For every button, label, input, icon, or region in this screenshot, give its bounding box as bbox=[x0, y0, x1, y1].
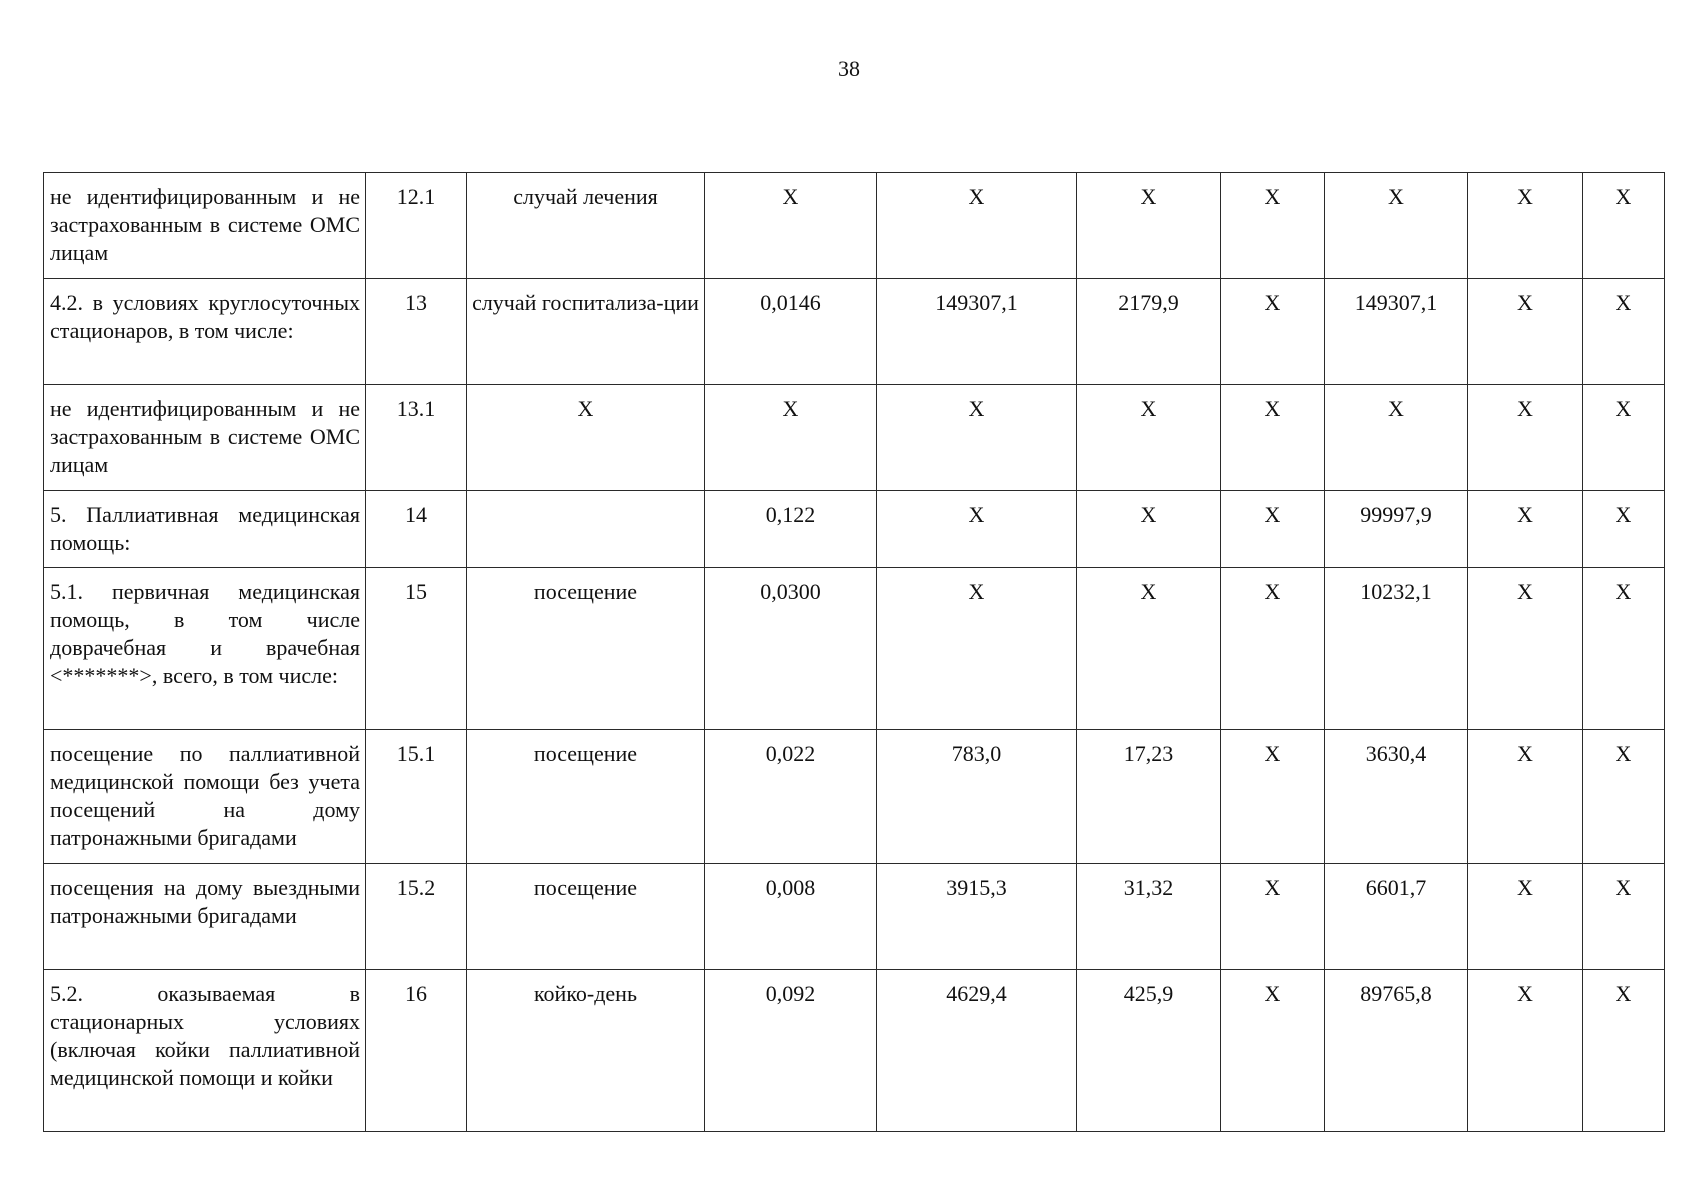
value-cell: 0,022 bbox=[705, 730, 877, 864]
value-cell: 6601,7 bbox=[1325, 864, 1468, 970]
row-name-cell: посещения на дому выездными патронажными бригадами bbox=[44, 864, 366, 970]
row-number-cell: 13 bbox=[366, 279, 467, 385]
value-cell: X bbox=[1583, 279, 1665, 385]
table-row bbox=[44, 491, 1665, 568]
value-cell: X bbox=[1583, 730, 1665, 864]
value-cell: X bbox=[1221, 385, 1325, 491]
value-cell: X bbox=[1077, 385, 1221, 491]
value-cell: 425,9 bbox=[1077, 970, 1221, 1132]
value-cell: X bbox=[1221, 491, 1325, 568]
unit-cell: койко-день bbox=[467, 970, 705, 1132]
row-number-cell: 15 bbox=[366, 568, 467, 730]
row-name-cell: 4.2. в условиях круглосуточных стационаров, в том числе: bbox=[44, 279, 366, 385]
value-cell: 89765,8 bbox=[1325, 970, 1468, 1132]
value-cell: 10232,1 bbox=[1325, 568, 1468, 730]
value-cell: 149307,1 bbox=[877, 279, 1077, 385]
row-name-cell: не идентифицированным и не застрахованным в системе ОМС лицам bbox=[44, 173, 366, 279]
value-cell: X bbox=[1468, 279, 1583, 385]
value-cell: 31,32 bbox=[1077, 864, 1221, 970]
value-cell: X bbox=[1221, 970, 1325, 1132]
value-cell: 3915,3 bbox=[877, 864, 1077, 970]
value-cell: X bbox=[1468, 491, 1583, 568]
value-cell: X bbox=[705, 385, 877, 491]
row-name-cell: 5.2. оказываемая в стационарных условиях (включая койки паллиативной медицинской помощи и койки bbox=[44, 970, 366, 1132]
unit-cell: случай госпитализа-ции bbox=[467, 279, 705, 385]
value-cell: X bbox=[877, 491, 1077, 568]
table-row bbox=[44, 568, 1665, 730]
value-cell: 17,23 bbox=[1077, 730, 1221, 864]
value-cell: X bbox=[1468, 385, 1583, 491]
unit-cell: посещение bbox=[467, 568, 705, 730]
value-cell: X bbox=[1468, 730, 1583, 864]
value-cell: X bbox=[1221, 864, 1325, 970]
row-number-cell: 15.1 bbox=[366, 730, 467, 864]
unit-cell: случай лечения bbox=[467, 173, 705, 279]
value-cell: 0,122 bbox=[705, 491, 877, 568]
value-cell: X bbox=[877, 385, 1077, 491]
value-cell: X bbox=[1221, 173, 1325, 279]
value-cell: X bbox=[1325, 385, 1468, 491]
value-cell: 3630,4 bbox=[1325, 730, 1468, 864]
value-cell: 149307,1 bbox=[1325, 279, 1468, 385]
unit-cell: посещение bbox=[467, 730, 705, 864]
value-cell: X bbox=[1583, 173, 1665, 279]
table-row bbox=[44, 385, 1665, 491]
value-cell: X bbox=[705, 173, 877, 279]
row-number-cell: 14 bbox=[366, 491, 467, 568]
value-cell: X bbox=[1468, 970, 1583, 1132]
value-cell: X bbox=[1221, 279, 1325, 385]
value-cell: 0,008 bbox=[705, 864, 877, 970]
unit-cell bbox=[467, 491, 705, 568]
value-cell: X bbox=[877, 173, 1077, 279]
value-cell: X bbox=[1468, 864, 1583, 970]
value-cell: X bbox=[1325, 173, 1468, 279]
value-cell: X bbox=[1583, 491, 1665, 568]
value-cell: X bbox=[877, 568, 1077, 730]
value-cell: 0,092 bbox=[705, 970, 877, 1132]
value-cell: X bbox=[1221, 730, 1325, 864]
table-row bbox=[44, 730, 1665, 864]
value-cell: 4629,4 bbox=[877, 970, 1077, 1132]
value-cell: X bbox=[1077, 491, 1221, 568]
row-name-cell: 5.1. первичная медицинская помощь, в том числе доврачебная и врачебная <*******>, всего, в том числе: bbox=[44, 568, 366, 730]
value-cell: X bbox=[1583, 864, 1665, 970]
value-cell: X bbox=[1077, 173, 1221, 279]
value-cell: X bbox=[1583, 385, 1665, 491]
value-cell: X bbox=[1468, 568, 1583, 730]
table-row bbox=[44, 279, 1665, 385]
value-cell: X bbox=[1468, 173, 1583, 279]
row-name-cell: не идентифицированным и не застрахованным в системе ОМС лицам bbox=[44, 385, 366, 491]
table-row bbox=[44, 173, 1665, 279]
unit-cell: X bbox=[467, 385, 705, 491]
row-number-cell: 16 bbox=[366, 970, 467, 1132]
row-number-cell: 13.1 bbox=[366, 385, 467, 491]
value-cell: X bbox=[1583, 568, 1665, 730]
unit-cell: посещение bbox=[467, 864, 705, 970]
table-row bbox=[44, 864, 1665, 970]
data-table bbox=[43, 172, 1665, 1132]
value-cell: 783,0 bbox=[877, 730, 1077, 864]
value-cell: 2179,9 bbox=[1077, 279, 1221, 385]
value-cell: 99997,9 bbox=[1325, 491, 1468, 568]
table-row bbox=[44, 970, 1665, 1132]
value-cell: 0,0146 bbox=[705, 279, 877, 385]
row-name-cell: посещение по паллиативной медицинской помощи без учета посещений на дому патронажными бригадами bbox=[44, 730, 366, 864]
value-cell: 0,0300 bbox=[705, 568, 877, 730]
row-number-cell: 12.1 bbox=[366, 173, 467, 279]
row-number-cell: 15.2 bbox=[366, 864, 467, 970]
value-cell: X bbox=[1221, 568, 1325, 730]
value-cell: X bbox=[1583, 970, 1665, 1132]
row-name-cell: 5. Паллиативная медицинская помощь: bbox=[44, 491, 366, 568]
page-number: 38 bbox=[838, 56, 860, 81]
value-cell: X bbox=[1077, 568, 1221, 730]
